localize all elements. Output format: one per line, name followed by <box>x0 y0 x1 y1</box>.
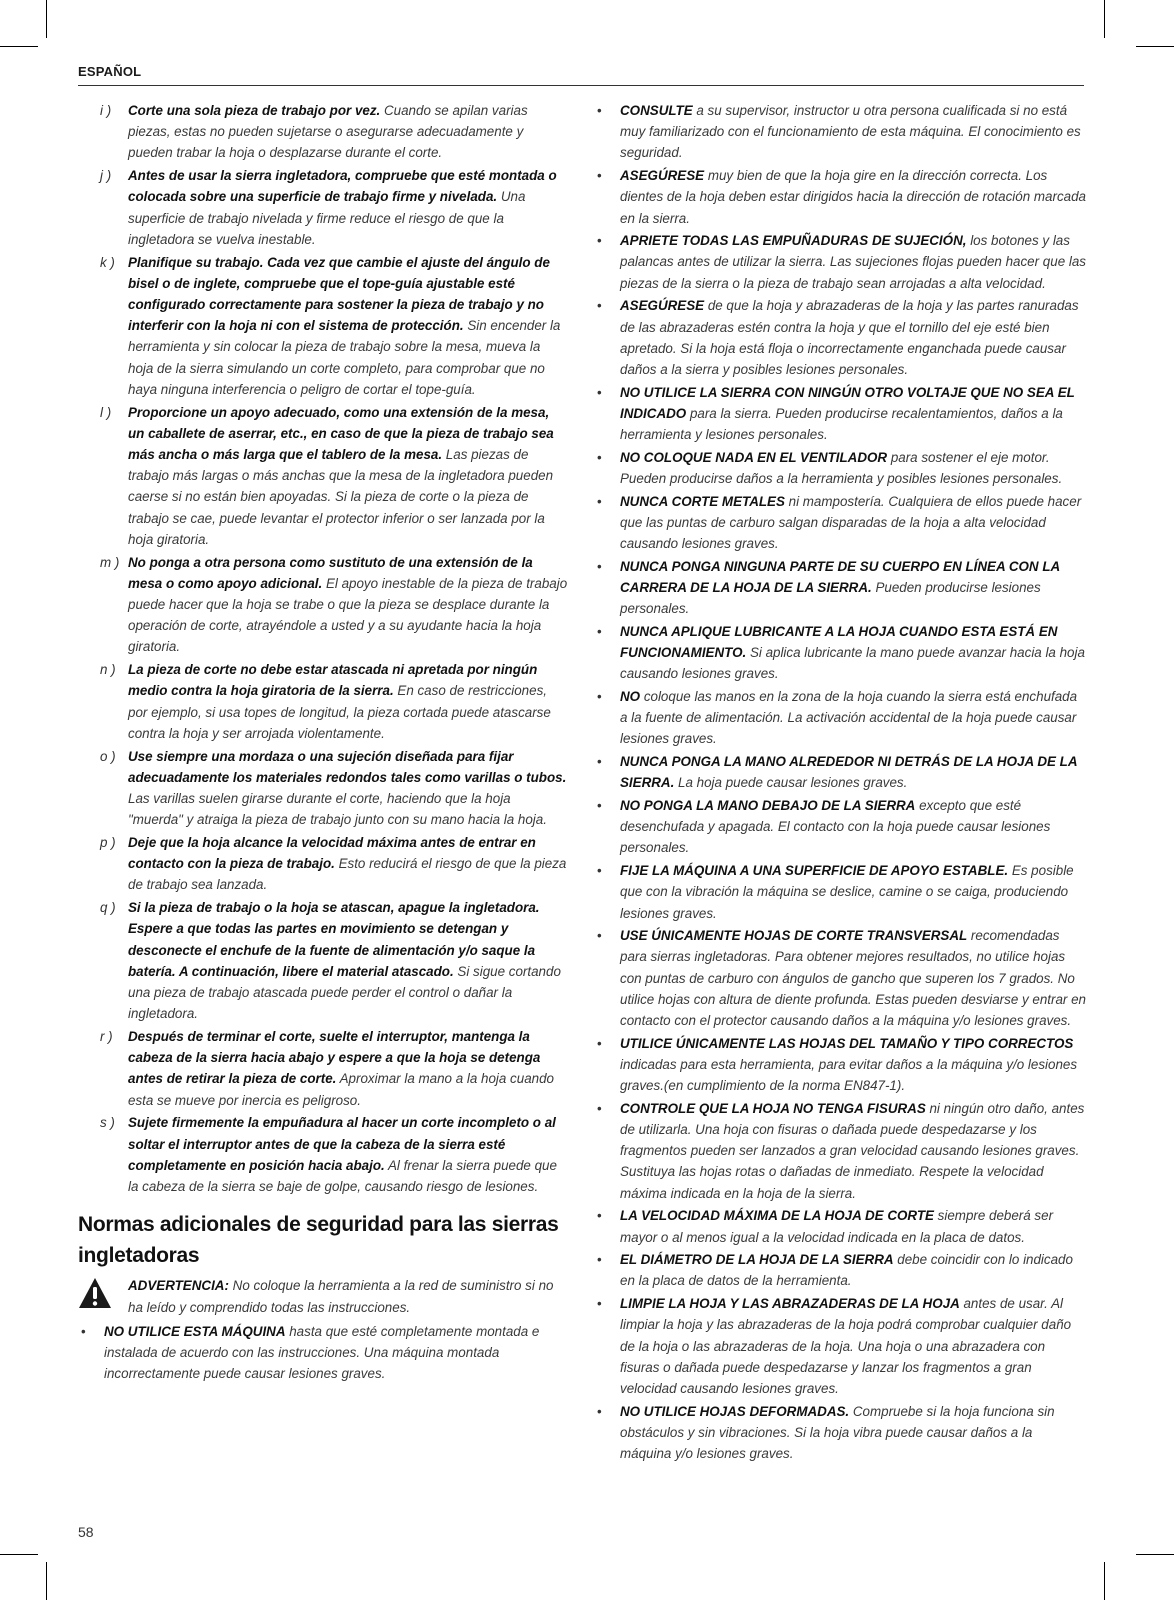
warning-text: No coloque la herramienta a la red de suministro si no ha leído y comprendido todas las instrucciones. <box>128 1278 554 1315</box>
crop-mark <box>1136 1554 1174 1555</box>
safety-rule-item <box>78 659 568 744</box>
language-label: ESPAÑOL <box>78 64 142 79</box>
bullet-bold: NO UTILICE HOJAS DEFORMADAS. <box>620 1403 850 1419</box>
item-text: Al frenar la sierra puede que la cabeza de la sierra se baje de golpe, causando riesgo de lesiones. <box>128 1157 557 1195</box>
item-text: Cuando se apilan varias piezas, estas no pueden sujetarse o asegurarse adecuadamente y pueden trabar la hoja o desplazarse durante el corte. <box>128 103 528 161</box>
bullet-item <box>594 925 1086 1031</box>
crop-mark <box>1104 1562 1105 1600</box>
bullet-bold: NUNCA PONGA NINGUNA PARTE DE SU CUERPO EN LÍNEA CON LA CARRERA DE LA HOJA DE LA SIERRA. <box>620 558 1060 595</box>
safety-rule-item <box>78 252 568 400</box>
item-text: Sin encender la herramienta y sin colocar la pieza de trabajo sobre la mesa, mueva la hoja de la sierra simulando un corte completo, para comprobar que no haya ninguna interferencia o peligro de cortar el tope-guía. <box>128 318 561 397</box>
bullet-text: ni ningún otro daño, antes de utilizarla. Una hoja con fisuras o dañada puede despedazarse y los fragmentos pueden ser lanzados a gran velocidad causando lesiones graves. Sustituya las hojas rotas o dañadas de inmediato. Respete la velocidad máxima indicada en la hoja de la sierra. <box>620 1100 1085 1201</box>
crop-mark <box>46 1562 47 1600</box>
page-header <box>78 64 1084 86</box>
bullet-item <box>594 100 1086 164</box>
bullet-text: Compruebe si la hoja funciona sin obstáculos y sin vibraciones. Si la hoja vibra puede causar daños a la máquina y/o lesiones graves. <box>620 1403 1055 1462</box>
bullet-bold: LIMPIE LA HOJA Y LAS ABRAZADERAS DE LA HOJA <box>620 1296 960 1312</box>
bullet-text: a su supervisor, instructor u otra persona cualificada si no está muy familiarizado con el funcionamiento de esta máquina. El conocimiento es seguridad. <box>620 103 1081 161</box>
bullet-text: antes de usar. Al limpiar la hoja y las abrazaderas de la hoja podrá comprobar cualquier daño de la hoja o las abrazaderas de la hoja. Una hoja o una abrazadera con fisuras o dañada puede despedazarse y lanzar los fragmentos a gran velocidad causando lesiones graves. <box>620 1296 1072 1396</box>
bullet-item <box>594 751 1086 793</box>
item-bold-text: Corte una sola pieza de trabajo por vez. <box>128 103 381 118</box>
bullet-bold: NO COLOQUE NADA EN EL VENTILADOR <box>620 449 888 465</box>
bullet-item <box>594 230 1086 294</box>
additional-rules-list <box>594 100 1086 1464</box>
item-bold-text: No ponga a otra persona como sustituto de una extensión de la mesa o como apoyo adicional. <box>128 554 533 591</box>
bullet-bold: APRIETE TODAS LAS EMPUÑADURAS DE SUJECIÓN, <box>620 233 967 249</box>
bullet-item <box>594 1401 1086 1465</box>
warning-label: ADVERTENCIA: <box>128 1278 229 1294</box>
bullet-bold: UTILICE ÚNICAMENTE LAS HOJAS DEL TAMAÑO Y TIPO CORRECTOS <box>620 1035 1074 1051</box>
item-text: Esto reducirá el riesgo de que la pieza de trabajo sea lanzada. <box>128 856 567 893</box>
left-column <box>78 100 568 1386</box>
bullet-bold: CONTROLE QUE LA HOJA NO TENGA FISURAS <box>620 1100 926 1116</box>
item-letter: o ) <box>100 748 116 764</box>
item-bold-text: Después de terminar el corte, suelte el interruptor, mantenga la cabeza de la sierra hacia abajo y espere a que la hoja se detenga antes de retirar la pieza de corte. <box>128 1029 541 1087</box>
bullet-text: muy bien de que la hoja gire en la dirección correcta. Los dientes de la hoja deben estar dirigidos hacia la dirección de rotación marcada en la sierra. <box>620 168 1086 226</box>
item-letter: k ) <box>100 254 115 270</box>
item-text: Si sigue cortando una pieza de trabajo atascada puede perder el control o dañar la ingletadora. <box>128 963 561 1022</box>
item-bold-text: Sujete firmemente la empuñadura al hacer un corte incompleto o al soltar el interruptor antes de que la cabeza de la sierra esté completamente en posición hacia abajo. <box>128 1115 556 1173</box>
bullet-item <box>594 447 1086 489</box>
right-column <box>594 100 1086 1466</box>
bullet-bold: ASEGÚRESE <box>620 298 705 314</box>
bullet-text: siempre deberá ser mayor o al menos igual a la velocidad indicada en la placa de datos. <box>620 1208 1054 1245</box>
item-bold-text: Deje que la hoja alcance la velocidad máxima antes de entrar en contacto con la pieza de trabajo. <box>128 835 536 872</box>
item-bold-text: Proporcione un apoyo adecuado, como una extensión de la mesa, un caballete de aserrar, etc., en caso de que la pieza de trabajo sea más ancha o más larga que el tablero de la mesa. <box>128 404 554 463</box>
safety-rule-item <box>78 832 568 896</box>
page-number: 58 <box>78 1524 94 1540</box>
bullet-bold: CONSULTE <box>620 103 693 118</box>
bullet-bold: EL DIÁMETRO DE LA HOJA DE LA SIERRA <box>620 1252 894 1268</box>
safety-rule-item <box>78 897 568 1024</box>
crop-mark <box>46 0 47 38</box>
bullet-item <box>78 1321 568 1385</box>
bullet-text: La hoja puede causar lesiones graves. <box>674 775 908 791</box>
warning-triangle-icon <box>78 1277 112 1309</box>
bullet-text: Pueden producirse lesiones personales. <box>620 579 1041 617</box>
bullet-bold: LA VELOCIDAD MÁXIMA DE LA HOJA DE CORTE <box>620 1208 934 1224</box>
item-bold-text: Antes de usar la sierra ingletadora, compruebe que esté montada o colocada sobre una superficie de trabajo firme y nivelada. <box>128 168 557 205</box>
bullet-bold: NO <box>620 688 641 704</box>
bullet-text: recomendadas para sierras ingletadoras. Para obtener mejores resultados, no utilice hojas con puntas de carburo con ángulos de gancho que superen los 7 grados. No utilice hojas con altura de diente profunda. Estas pueden desviarse y entrar en contacto con el protector causando daños a la máquina y/o lesiones graves. <box>620 928 1086 1029</box>
bullet-bold: FIJE LA MÁQUINA A UNA SUPERFICIE DE APOYO ESTABLE. <box>620 863 1009 879</box>
section-title: Normas adicionales de seguridad para las sierras ingletadoras <box>78 1213 559 1268</box>
item-bold-text: La pieza de corte no debe estar atascada ni apretada por ningún medio contra la hoja giratoria de la sierra. <box>128 662 538 699</box>
bullet-bold: NUNCA APLIQUE LUBRICANTE A LA HOJA CUANDO ESTA ESTÁ EN FUNCIONAMIENTO. <box>620 623 1058 661</box>
safety-rules-list <box>78 100 568 1197</box>
bullet-text: coloque las manos en la zona de la hoja cuando la sierra está enchufada a la fuente de alimentación. La activación accidental de la hoja puede causar lesiones graves. <box>620 688 1078 747</box>
item-text: Las varillas suelen girarse durante el corte, haciendo que la hoja "muerda" y atraiga la pieza de trabajo junto con su mano hacia la hoja. <box>128 791 547 828</box>
warning-block <box>78 1275 568 1317</box>
item-text: Una superficie de trabajo nivelada y firme reduce el riesgo de que la ingletadora se vuelva inestable. <box>128 189 526 247</box>
bullet-item <box>594 621 1086 685</box>
crop-mark <box>0 46 38 47</box>
bullet-text: ni mampostería. Cualquiera de ellos puede hacer que las puntas de carburo salgan disparadas de la hoja a alta velocidad causando lesiones graves. <box>620 493 1082 552</box>
item-letter: r ) <box>100 1029 113 1045</box>
item-bold-text: Si la pieza de trabajo o la hoja se atascan, apague la ingletadora. Espere a que todas las partes en movimiento se detengan y desconecte el enchufe de la fuente de alimentación y/o saque la batería. A continuación, libere el material atascado. <box>128 900 540 979</box>
item-bold-text: Planifique su trabajo. Cada vez que cambie el ajuste del ángulo de bisel o de inglete, compruebe que el tope-guía ajustable esté configurado correctamente para sostener la pieza de trabajo y no interferir con la hoja ni con el sistema de protección. <box>128 254 550 334</box>
bullet-bold: NO UTILICE LA SIERRA CON NINGÚN OTRO VOLTAJE QUE NO SEA EL INDICADO <box>620 384 1075 421</box>
item-text: El apoyo inestable de la pieza de trabajo puede hacer que la hoja se trabe o que la pieza se desplace durante la operación de corte, atrayéndole a usted y a su ayudante hacia la hoja giratoria. <box>128 575 568 655</box>
safety-rule-item <box>78 1112 568 1197</box>
safety-rule-item <box>78 100 568 164</box>
bullet-text: los botones y las palancas antes de utilizar la sierra. Las sujeciones flojas pueden hacer que las piezas de la sierra o la pieza de trabajo sean arrojadas a alta velocidad. <box>620 233 1086 291</box>
bullet-item <box>594 382 1086 446</box>
bullet-text: Si aplica lubricante la mano puede avanzar hacia la hoja causando lesiones graves. <box>620 645 1085 682</box>
bullet-item <box>594 1249 1086 1291</box>
bullet-item <box>594 795 1086 859</box>
item-letter: i ) <box>100 103 112 118</box>
safety-rule-item <box>78 552 568 658</box>
bullet-text: de que la hoja y abrazaderas de la hoja y las partes ranuradas de las abrazaderas estén contra la hoja y que el tornillo del eje esté bien apretado. Si la hoja está floja o incorrectamente enganchada puede causar daños a la sierra y posibles lesiones personales. <box>620 298 1079 377</box>
bullet-text: indicadas para esta herramienta, para evitar daños a la máquina y/o lesiones graves.(en cumplimiento de la norma EN847-1). <box>620 1056 1078 1094</box>
bullet-bold: USE ÚNICAMENTE HOJAS DE CORTE TRANSVERSAL <box>620 928 968 944</box>
bullet-item <box>594 165 1086 229</box>
bullet-text: hasta que esté completamente montada e instalada de acuerdo con las instrucciones. Una máquina montada incorrectamente puede causar lesiones graves. <box>104 1323 540 1382</box>
safety-rule-item <box>78 165 568 250</box>
bullet-bold: NO UTILICE ESTA MÁQUINA <box>104 1323 286 1339</box>
bullet-item <box>594 686 1086 750</box>
bullet-item <box>594 1033 1086 1097</box>
bullet-text: para la sierra. Pueden producirse recalentamientos, daños a la herramienta y lesiones personales. <box>620 405 1063 443</box>
bullet-item <box>594 1205 1086 1247</box>
item-bold-text: Use siempre una mordaza o una sujeción diseñada para fijar adecuadamente los materiales redondos tales como varillas o tubos. <box>128 748 567 785</box>
item-letter: s ) <box>100 1115 115 1131</box>
item-text: Aproximar la mano a la hoja cuando esta se mueve por inercia es peligroso. <box>128 1071 554 1108</box>
item-letter: m ) <box>100 554 120 570</box>
bullet-bold: NO PONGA LA MANO DEBAJO DE LA SIERRA <box>620 798 916 813</box>
bullet-bold: ASEGÚRESE <box>620 168 705 184</box>
bullet-text: excepto que esté desenchufada y apagada. El contacto con la hoja puede causar lesiones personales. <box>620 798 1051 856</box>
bullet-bold: NUNCA PONGA LA MANO ALREDEDOR NI DETRÁS DE LA HOJA DE LA SIERRA. <box>620 754 1078 791</box>
item-letter: j ) <box>100 168 112 184</box>
bullet-item <box>594 1293 1086 1399</box>
bullet-item <box>594 556 1086 620</box>
bullet-item <box>594 860 1086 924</box>
bullet-text: para sostener el eje motor. Pueden producirse daños a la herramienta y posibles lesiones personales. <box>620 449 1063 486</box>
item-letter: l ) <box>100 404 112 420</box>
bullet-item <box>594 491 1086 555</box>
safety-rule-item <box>78 1026 568 1111</box>
item-letter: n ) <box>100 662 116 678</box>
safety-rule-item <box>78 402 568 550</box>
item-text: Las piezas de trabajo más largas o más anchas que la mesa de la ingletadora pueden caerse si no están bien apoyadas. Si la pieza de corte o la pieza de trabajo se cae, puede levantar el protector inferior o ser lanzada por la hoja giratoria. <box>128 447 554 547</box>
item-letter: p ) <box>100 835 116 851</box>
item-text: En caso de restricciones, por ejemplo, si usa topes de longitud, la pieza cortada puede atascarse contra la hoja y ser arrojada violentamente. <box>128 683 551 741</box>
crop-mark <box>0 1554 38 1555</box>
crop-mark <box>1104 0 1105 38</box>
bullet-text: Es posible que con la vibración la máquina se deslice, camine o se caiga, produciendo lesiones graves. <box>620 863 1074 921</box>
item-letter: q ) <box>100 900 116 916</box>
bullet-text: debe coincidir con lo indicado en la placa de datos de la herramienta. <box>620 1252 1073 1289</box>
bullet-bold: NUNCA CORTE METALES <box>620 493 785 509</box>
bullet-item <box>594 1098 1086 1204</box>
safety-rule-item <box>78 746 568 831</box>
bullet-item <box>594 295 1086 380</box>
crop-mark <box>1136 46 1174 47</box>
